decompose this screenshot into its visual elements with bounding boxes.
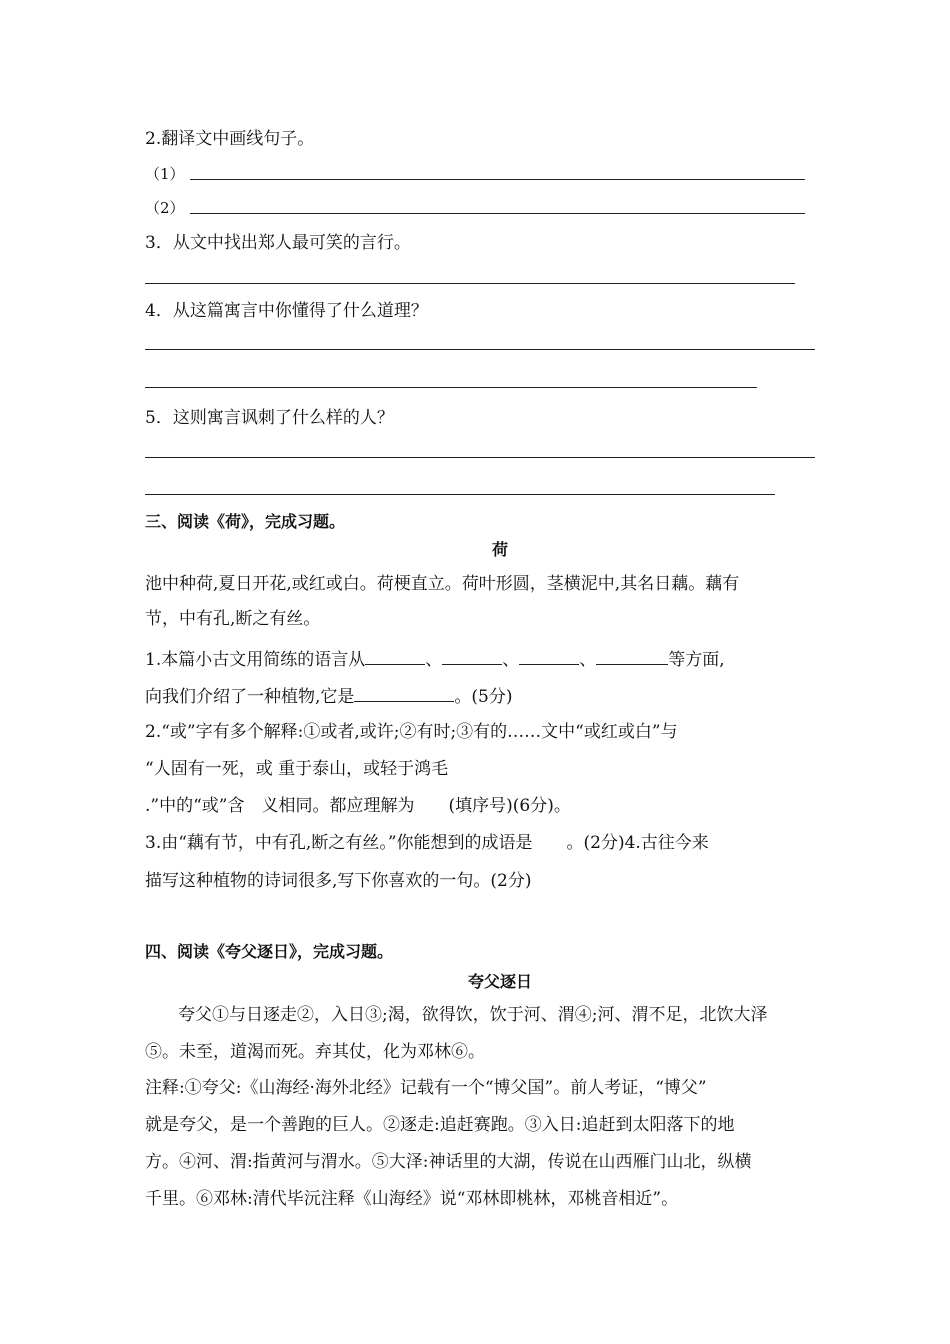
passage-line: ⑤。未至，道渴而死。弃其仗，化为邓林⑥。 — [145, 1042, 485, 1062]
question-4: 4．从这篇寓言中你懂得了什么道理？ — [145, 301, 428, 321]
separator: 、 — [425, 650, 443, 670]
answer-line[interactable] — [145, 494, 775, 495]
passage-line: 节，中有孔,断之有丝。 — [145, 609, 321, 629]
fill-blank[interactable] — [365, 646, 425, 665]
section-3-title: 荷 — [491, 540, 508, 559]
section-4-heading: 四、阅读《夸父逐日》，完成习题。 — [145, 942, 394, 961]
question-text: 。(5分) — [454, 687, 513, 707]
fill-blank[interactable] — [519, 646, 579, 665]
note-line: 千里。⑥邓林:清代毕沅注释《山海经》说“邓林即桃林，邓桃音相近”。 — [145, 1189, 679, 1209]
question-2-cont: .”中的“或”含 义相同。都应理解为 (填序号)(6分)。 — [145, 796, 571, 816]
answer-line[interactable] — [145, 387, 757, 388]
note-line: 就是夸父，是一个善跑的巨人。②逐走:追赶赛跑。③入日:追赶到太阳落下的地 — [145, 1115, 735, 1135]
passage-line: 池中种荷,夏日开花,或红或白。荷梗直立。荷叶形圆，茎横泥中,其名日藕。藕有 — [145, 574, 740, 594]
question-text: 1.本篇小古文用简练的语言从 — [145, 650, 366, 670]
section-4-title: 夸父逐日 — [467, 972, 532, 991]
answer-line[interactable] — [145, 349, 815, 350]
question-text: 向我们介绍了一种植物,它是 — [145, 687, 355, 707]
note-line: 注释:①夸父:《山海经·海外北经》记载有一个“博父国”。前人考证，“博父” — [145, 1078, 707, 1098]
fill-blank[interactable] — [354, 683, 454, 702]
answer-line[interactable] — [190, 179, 805, 180]
answer-line[interactable] — [145, 283, 795, 284]
question-text: 等方面, — [668, 650, 725, 670]
question-2-cont: “人固有一死，或 重于泰山，或轻于鸿毛 — [145, 759, 449, 779]
question-1-cont — [145, 683, 513, 708]
separator: 、 — [502, 650, 520, 670]
question-2: 2.“或”字有多个解释:①或者,或许;②有时;③有的……文中“或红或白”与 — [145, 722, 678, 742]
fill-blank[interactable] — [442, 646, 502, 665]
question-5: 5．这则寓言讽刺了什么样的人？ — [145, 408, 394, 428]
answer-line[interactable] — [145, 457, 815, 458]
question-3: 3．从文中找出郑人最可笑的言行。 — [145, 233, 411, 253]
question-1 — [145, 646, 725, 671]
passage-line: 夸父①与日逐走②，入日③;渴，欲得饮，饮于河、渭④;河、渭不足，北饮大泽 — [178, 1005, 768, 1025]
question-2-sub2-label: （2） — [145, 199, 185, 217]
answer-line[interactable] — [190, 213, 805, 214]
question-2-sub1-label: （1） — [145, 165, 185, 183]
section-3-heading: 三、阅读《荷》，完成习题。 — [145, 512, 346, 531]
separator: 、 — [579, 650, 597, 670]
question-2: 2.翻译文中画线句子。 — [145, 129, 315, 149]
question-4: 描写这种植物的诗词很多,写下你喜欢的一句。(2分) — [145, 871, 532, 891]
fill-blank[interactable] — [596, 646, 668, 665]
note-line: 方。④河、渭:指黄河与渭水。⑤大泽:神话里的大湖，传说在山西雁门山北，纵横 — [145, 1152, 752, 1172]
question-3: 3.由“藕有节，中有孔,断之有丝。”你能想到的成语是 。(2分)4.古往今来 — [145, 833, 709, 853]
